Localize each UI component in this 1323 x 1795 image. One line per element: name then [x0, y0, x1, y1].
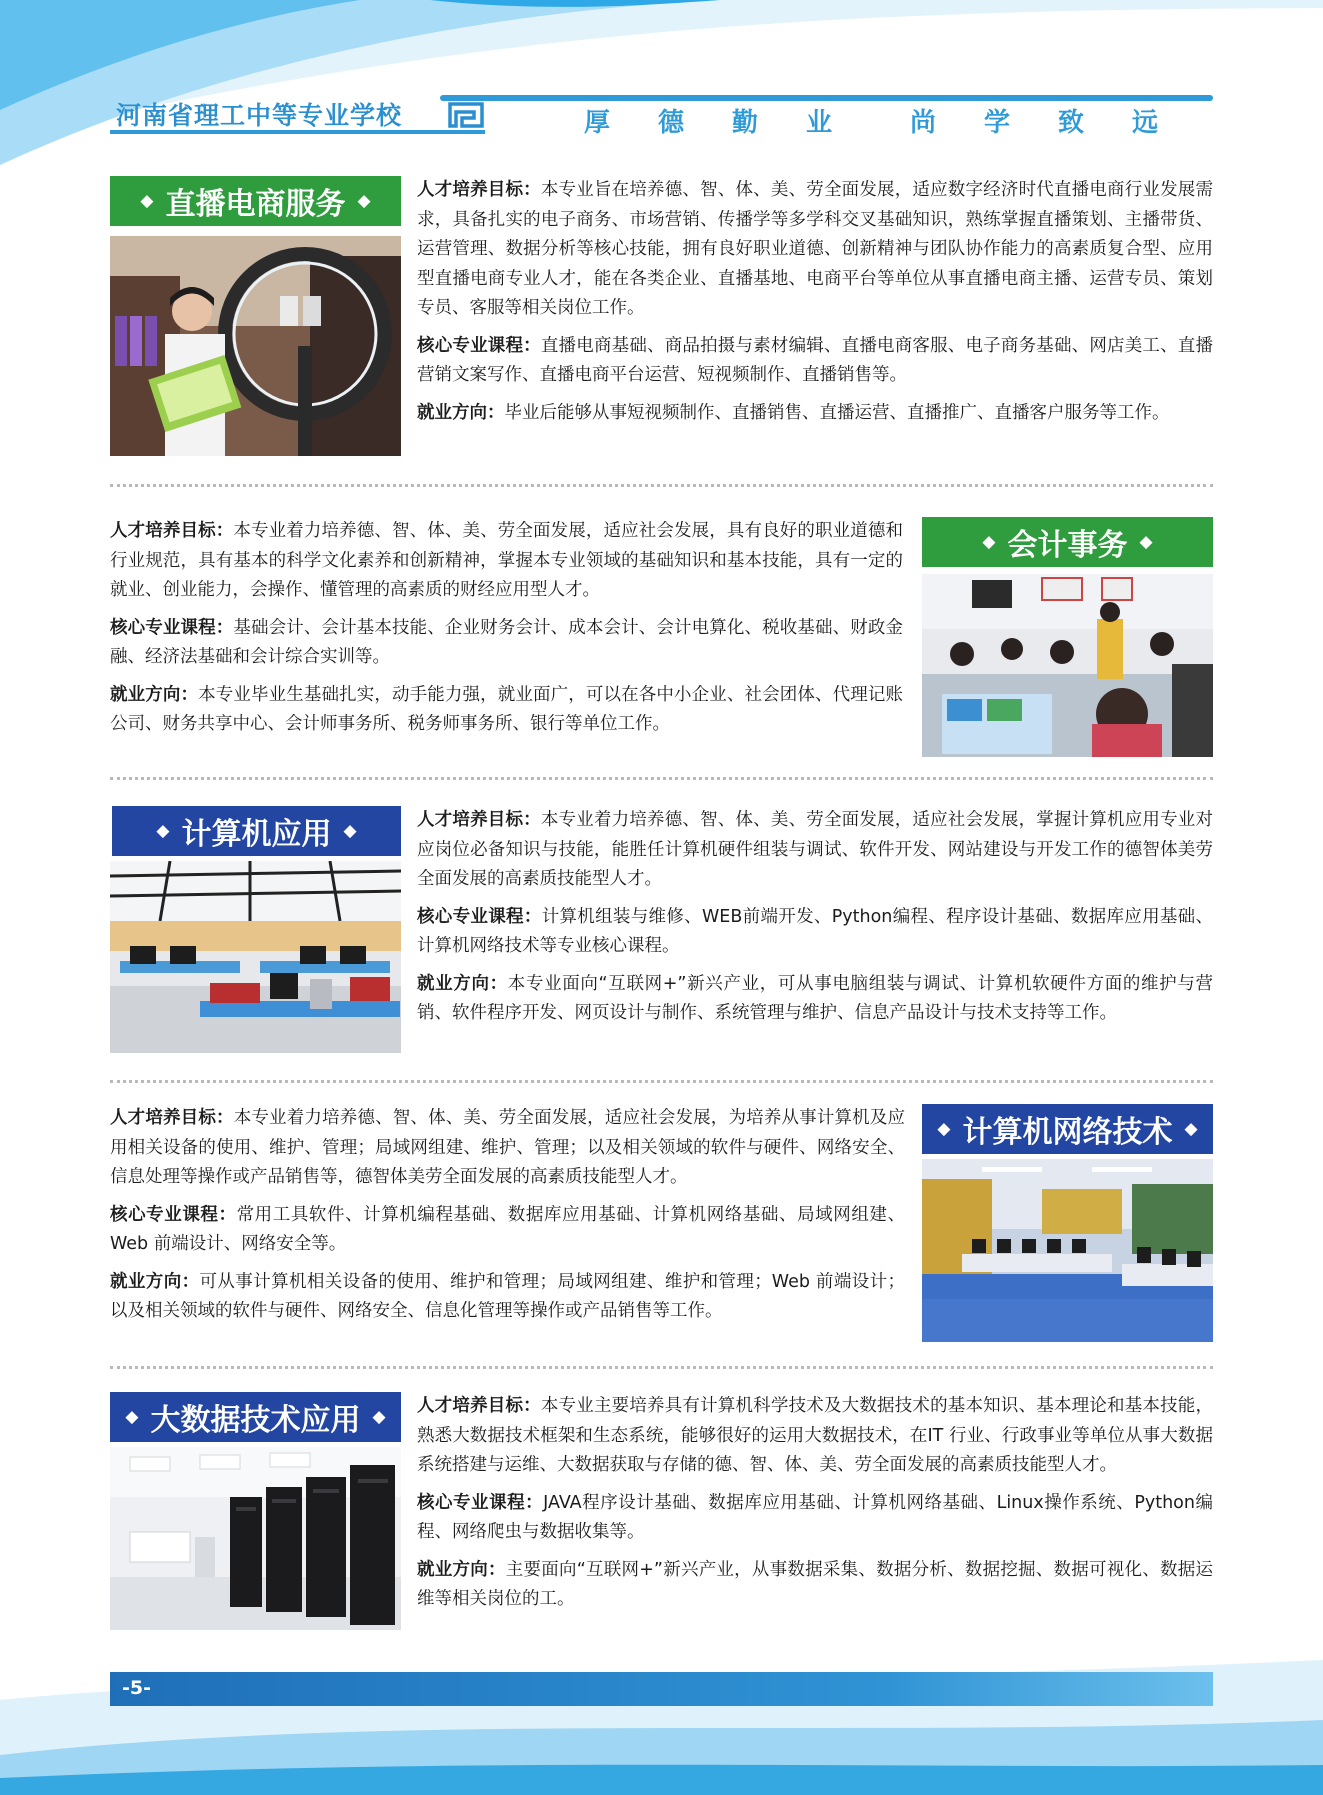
courses-text: 直播电商基础、商品拍摄与素材编辑、直播电商客服、电子商务基础、网店美工、直播营销文案写作、直播电商平台运营、短视频制作、直播销售等。	[417, 335, 1214, 385]
motto-char: 勤	[731, 108, 758, 138]
header-top-rule	[440, 95, 1213, 101]
courses-text: JAVA程序设计基础、数据库应用基础、计算机网络基础、Linux操作系统、Python编程、网络爬虫与数据收集等。	[417, 1492, 1213, 1542]
network-lab-photo	[922, 1159, 1213, 1342]
diamond-icon: ◆	[343, 821, 357, 841]
section-accounting	[110, 514, 1213, 759]
jobs-label: 就业方向：	[417, 402, 505, 423]
section-divider	[110, 1080, 1213, 1083]
section-live-ecommerce	[110, 176, 1213, 461]
section-big-data	[110, 1392, 1213, 1642]
diamond-icon: ◆	[125, 1407, 139, 1427]
section-title: 直播电商服务	[165, 187, 346, 222]
section-description	[417, 1392, 1213, 1623]
section-title: 会计事务	[1007, 528, 1128, 563]
goal-text: 本专业着力培养德、智、体、美、劳全面发展，适应社会发展，为培养从事计算机及应用相关设备的使用、维护、管理；局域网组建、维护、管理；以及相关领域的软件与硬件、网络安全、信息处理等操作或产品销售等，德智体美劳全面发展的高素质技能型人才。	[110, 1108, 906, 1187]
section-title-tag	[922, 1104, 1213, 1154]
section-title-tag	[110, 1392, 401, 1442]
motto-char: 业	[805, 108, 832, 138]
courses-label: 核心专业课程：	[417, 335, 541, 356]
school-motto	[560, 102, 1182, 139]
section-title-tag	[112, 806, 401, 856]
goal-label: 人才培养目标：	[417, 1396, 541, 1416]
jobs-text: 本专业毕业生基础扎实，动手能力强，就业面广，可以在各中小企业、社会团体、代理记账公司、财务共享中心、会计师事务所、税务师事务所、银行等单位工作。	[110, 684, 903, 734]
diamond-icon: ◆	[372, 1407, 386, 1427]
diamond-icon: ◆	[357, 191, 371, 211]
diamond-icon: ◆	[140, 191, 154, 211]
motto-char: 厚	[583, 108, 610, 138]
courses-text: 常用工具软件、计算机编程基础、数据库应用基础、计算机网络基础、局域网组建、Web 前端设计、网络安全等。	[110, 1204, 906, 1254]
accounting-classroom-photo	[922, 574, 1213, 757]
diamond-icon: ◆	[156, 821, 170, 841]
motto-char: 尚	[909, 108, 936, 138]
section-title: 大数据技术应用	[150, 1403, 361, 1438]
section-divider	[110, 484, 1213, 487]
school-name: 河南省理工中等专业学校	[116, 101, 403, 130]
jobs-text: 毕业后能够从事短视频制作、直播销售、直播运营、直播推广、直播客户服务等工作。	[504, 402, 1170, 423]
section-divider	[110, 1366, 1213, 1369]
goal-text: 本专业主要培养具有计算机科学技术及大数据技术的基本知识、基本理论和基本技能，熟悉大数据技术框架和生态系统，能够很好的运用大数据技术，在IT 行业、行政事业等单位从事大数据系统搭建与运维、大数据获取与存储的德、智、体、美、劳全面发展的高素质技能型人才。	[417, 1396, 1214, 1475]
courses-text: 基础会计、会计基本技能、企业财务会计、成本会计、会计电算化、税收基础、财政金融、经济法基础和会计综合实训等。	[110, 617, 903, 667]
goal-label: 人才培养目标：	[110, 1108, 234, 1128]
diamond-icon: ◆	[1184, 1119, 1198, 1139]
courses-label: 核心专业课程：	[417, 906, 542, 927]
section-title-tag	[110, 176, 401, 226]
goal-text: 本专业旨在培养德、智、体、美、劳全面发展，适应数字经济时代直播电商行业发展需求，具备扎实的电子商务、市场营销、传播学等多学科交叉基础知识，熟练掌握直播策划、主播带货、运营管理、数据分析等核心技能，拥有良好职业道德、创新精神与团队协作能力的高素质复合型、应用型直播电商专业人才，能在各类企业、直播基地、电商平台等单位从事直播电商主播、运营专员、策划专员、客服等相关岗位工作。	[417, 180, 1214, 318]
courses-label: 核心专业课程：	[110, 617, 234, 638]
section-description	[417, 806, 1213, 1037]
jobs-text: 主要面向“互联网+”新兴产业，从事数据采集、数据分析、数据挖掘、数据可视化、数据运维等相关岗位的工。	[417, 1559, 1213, 1609]
section-description	[110, 517, 903, 748]
courses-text: 计算机组装与维修、WEB前端开发、Python编程、程序设计基础、数据库应用基础、计算机网络技术等专业核心课程。	[417, 906, 1213, 956]
section-divider	[110, 777, 1213, 780]
data-center-photo	[110, 1447, 401, 1630]
jobs-label: 就业方向：	[110, 1271, 200, 1292]
school-logo-icon	[448, 102, 484, 128]
section-description	[417, 176, 1213, 436]
jobs-text: 本专业面向“互联网+”新兴产业，可从事电脑组装与调试、计算机软硬件方面的维护与营销、软件程序开发、网页设计与制作、系统管理与维护、信息产品设计与技术支持等工作。	[417, 973, 1213, 1023]
section-network-technology	[110, 1104, 1213, 1344]
section-title: 计算机网络技术	[962, 1115, 1173, 1150]
section-title: 计算机应用	[181, 817, 332, 852]
page-header	[110, 92, 1213, 138]
courses-label: 核心专业课程：	[417, 1492, 544, 1513]
courses-label: 核心专业课程：	[110, 1204, 237, 1225]
computer-lab-photo	[110, 861, 401, 1053]
motto-char: 致	[1057, 108, 1084, 138]
motto-char: 德	[657, 108, 684, 138]
diamond-icon: ◆	[937, 1119, 951, 1139]
jobs-text: 可从事计算机相关设备的使用、维护和管理；局域网组建、维护和管理；Web 前端设计；以及相关领域的软件与硬件、网络安全、信息化管理等操作或产品销售等工作。	[110, 1271, 906, 1321]
jobs-label: 就业方向：	[417, 973, 508, 994]
section-computer-applications	[110, 806, 1213, 1056]
page-number: -5-	[122, 1677, 151, 1699]
motto-char: 学	[983, 108, 1010, 138]
goal-label: 人才培养目标：	[417, 810, 541, 830]
goal-text: 本专业着力培养德、智、体、美、劳全面发展，适应社会发展，掌握计算机应用专业对应岗位必备知识与技能，能胜任计算机硬件组装与调试、软件开发、网站建设与开发工作的德智体美劳全面发展的高素质技能型人才。	[417, 810, 1214, 889]
goal-text: 本专业着力培养德、智、体、美、劳全面发展，适应社会发展，具有良好的职业道德和行业规范，具有基本的科学文化素养和创新精神，掌握本专业领域的基础知识和基本技能，具有一定的就业、创业能力，会操作、懂管理的高素质的财经应用型人才。	[110, 521, 903, 600]
section-title-tag	[922, 517, 1213, 567]
footer-bar	[110, 1672, 1213, 1706]
diamond-icon: ◆	[1139, 532, 1153, 552]
section-description	[110, 1104, 905, 1335]
live-streaming-photo	[110, 236, 401, 456]
goal-label: 人才培养目标：	[417, 180, 541, 200]
diamond-icon: ◆	[982, 532, 996, 552]
jobs-label: 就业方向：	[417, 1559, 506, 1580]
top-wave-decoration	[0, 0, 1323, 170]
goal-label: 人才培养目标：	[110, 521, 234, 541]
jobs-label: 就业方向：	[110, 684, 199, 705]
motto-char: 远	[1131, 108, 1158, 138]
